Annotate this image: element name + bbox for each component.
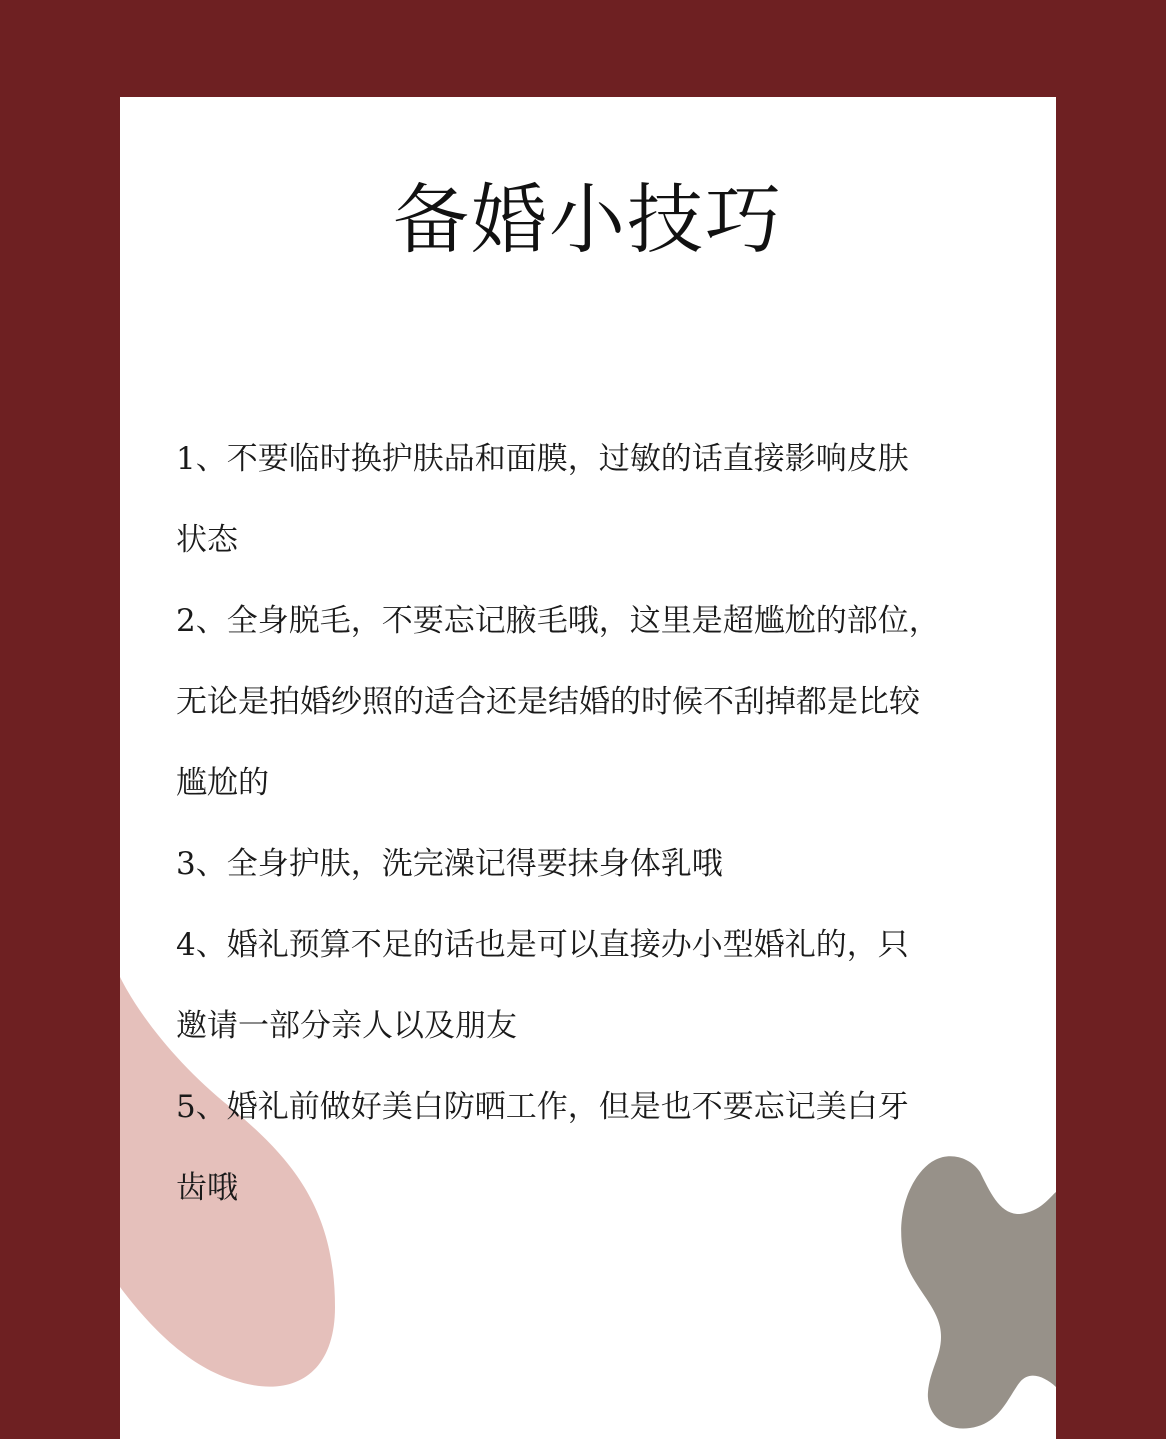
- tip-3-line-1: 3、全身护肤，洗完澡记得要抹身体乳哦: [176, 846, 723, 882]
- tip-item-2: [176, 581, 1006, 824]
- tip-1-line-1: 1、不要临时换护肤品和面膜，过敏的话直接影响皮肤: [176, 441, 909, 477]
- tip-4-line-2: 邀请一部分亲人以及朋友: [176, 1008, 517, 1044]
- page-title: 备婚小技巧: [393, 175, 783, 264]
- tip-2-line-1: 2、全身脱毛，不要忘记腋毛哦，这里是超尴尬的部位，: [176, 603, 940, 639]
- tip-5-line-1: 5、婚礼前做好美白防晒工作，但是也不要忘记美白牙: [176, 1089, 909, 1125]
- content-card: [120, 97, 1056, 1439]
- tip-item-5: [176, 1067, 1006, 1229]
- tip-5-line-2: 齿哦: [176, 1170, 238, 1206]
- tips-list: [176, 419, 1006, 1229]
- tip-1-line-2: 状态: [176, 522, 238, 558]
- tip-2-line-2: 无论是拍婚纱照的适合还是结婚的时候不刮掉都是比较: [176, 684, 920, 720]
- tip-2-line-3: 尴尬的: [176, 765, 269, 801]
- tip-item-4: [176, 905, 1006, 1067]
- tip-4-line-1: 4、婚礼预算不足的话也是可以直接办小型婚礼的，只: [176, 927, 909, 963]
- tip-item-1: [176, 419, 1006, 581]
- tip-item-3: [176, 824, 1006, 905]
